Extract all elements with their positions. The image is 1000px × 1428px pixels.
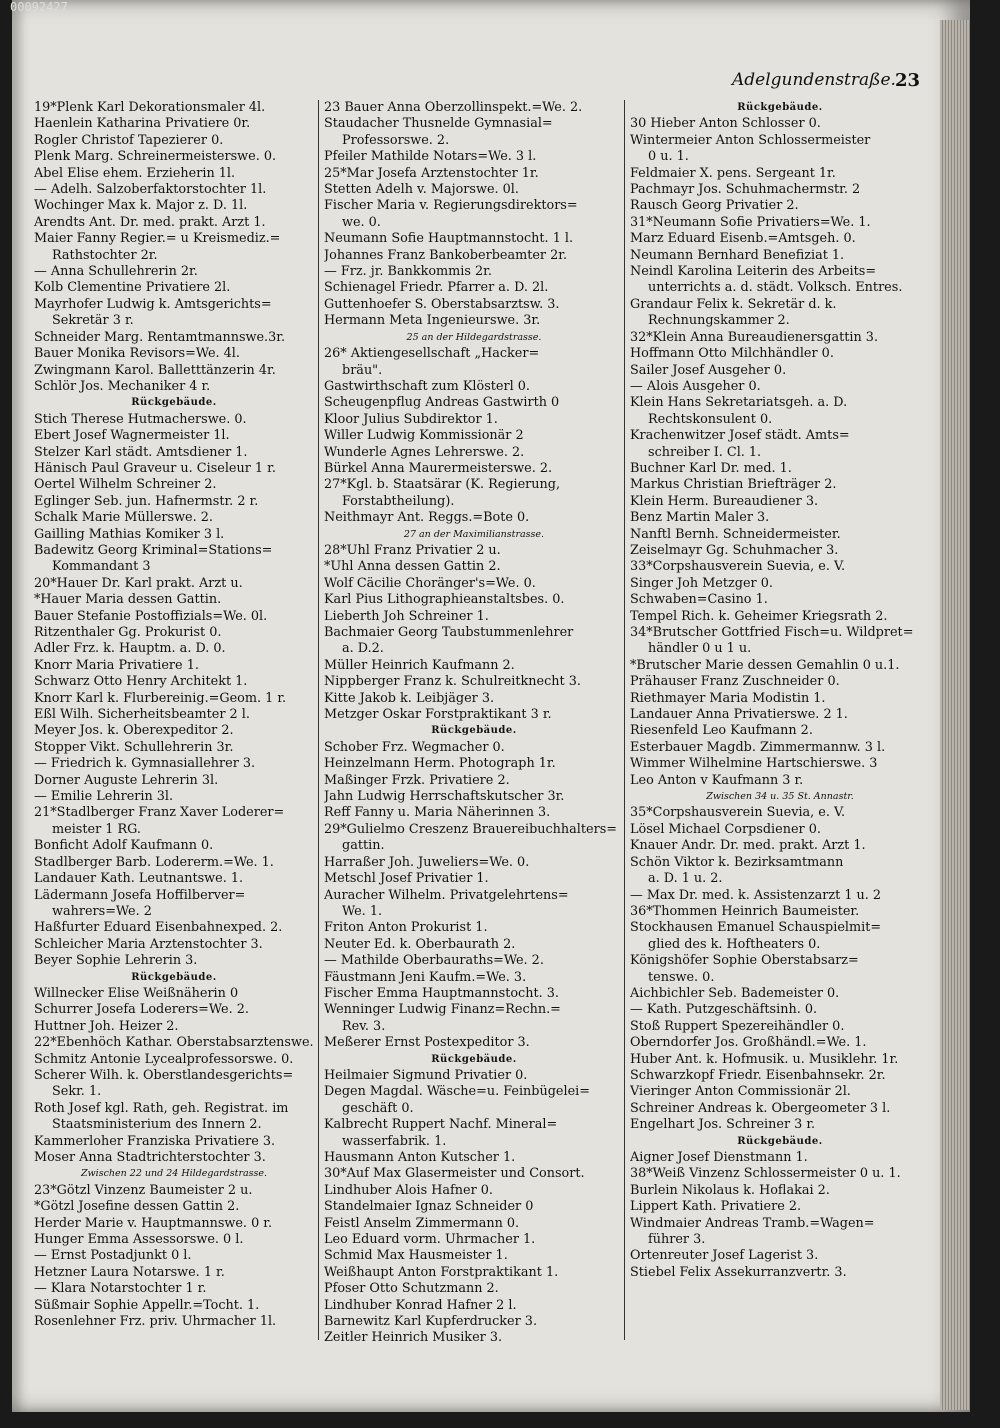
directory-entry: Stockhausen Emanuel Schauspielmit=: [630, 920, 882, 936]
directory-entry: We. 1.: [342, 903, 383, 919]
directory-entry: Eglinger Seb. jun. Hafnermstr. 2 r.: [34, 493, 259, 509]
directory-entry: Burlein Nikolaus k. Hoflakai 2.: [630, 1182, 830, 1198]
directory-entry: schreiber I. Cl. 1.: [648, 444, 762, 460]
directory-entry: glied des k. Hoftheaters 0.: [648, 936, 821, 952]
directory-entry: Bürkel Anna Maurermeisterswe. 2.: [324, 460, 553, 476]
directory-entry: Süßmair Sophie Appellr.=Tocht. 1.: [34, 1297, 260, 1313]
directory-entry: Königshöfer Sophie Oberstabsarz=: [630, 953, 859, 969]
directory-entry: — Anna Schullehrerin 2r.: [34, 264, 198, 280]
directory-entry: Stadlberger Barb. Lodererm.=We. 1.: [34, 854, 274, 870]
directory-entry: Lippert Kath. Privatiere 2.: [630, 1199, 802, 1215]
directory-entry: Schurrer Josefa Loderers=We. 2.: [34, 1002, 249, 1018]
directory-entry: Arendts Ant. Dr. med. prakt. Arzt 1.: [34, 214, 266, 230]
directory-entry: Neindl Karolina Leiterin des Arbeits=: [630, 264, 877, 280]
directory-entry: Wenninger Ludwig Finanz=Rechn.=: [324, 1002, 561, 1018]
directory-entry: Schleicher Maria Arztenstochter 3.: [34, 936, 263, 952]
directory-entry: — Adelh. Salzoberfaktorstochter 1l.: [34, 182, 267, 198]
directory-entry: a. D. 1 u. 2.: [648, 871, 723, 887]
directory-entry: Tempel Rich. k. Geheimer Kriegsrath 2.: [630, 608, 888, 624]
directory-entry: Heinzelmann Herm. Photograph 1r.: [324, 756, 556, 772]
directory-entry: — Klara Notarstochter 1 r.: [34, 1281, 207, 1297]
directory-entry: Lindhuber Alois Hafner 0.: [324, 1182, 493, 1198]
directory-entry: Vieringer Anton Commissionär 2l.: [630, 1084, 851, 1100]
directory-entry: Schober Frz. Wegmacher 0.: [324, 739, 505, 755]
directory-entry: Lieberth Joh Schreiner 1.: [324, 608, 489, 624]
directory-entry: führer 3.: [648, 1232, 706, 1248]
directory-entry: Schreiner Andreas k. Obergeometer 3 l.: [630, 1100, 891, 1116]
directory-entry: Hoffmann Otto Milchhändler 0.: [630, 346, 834, 362]
directory-entry: Buchner Karl Dr. med. 1.: [630, 460, 792, 476]
directory-entry: 22*Ebenhöch Kathar. Oberstabsarztenswe.: [34, 1035, 314, 1051]
directory-entry: 32*Klein Anna Bureaudienersgattin 3.: [630, 329, 879, 345]
directory-entry: wasserfabrik. 1.: [342, 1133, 447, 1149]
directory-entry: Zwingmann Karol. Balletttänzerin 4r.: [34, 362, 276, 378]
directory-entry: Professorswe. 2.: [342, 132, 450, 148]
directory-entry: Heilmaier Sigmund Privatier 0.: [324, 1067, 528, 1083]
directory-entry: Plenk Marg. Schreinermeisterswe. 0.: [34, 149, 277, 165]
directory-entry: Auracher Wilhelm. Privatgelehrtens=: [324, 887, 569, 903]
directory-entry: Schön Viktor k. Bezirksamtmann: [630, 854, 844, 870]
directory-entry: Schlör Jos. Mechaniker 4 r.: [34, 378, 211, 394]
directory-entry: Stoß Ruppert Spezereihändler 0.: [630, 1018, 845, 1034]
directory-entry: Barnewitz Karl Kupferdrucker 3.: [324, 1314, 538, 1330]
directory-entry: Willnecker Elise Weißnäherin 0: [34, 985, 239, 1001]
directory-entry: *Brutscher Marie dessen Gemahlin 0 u.1.: [630, 657, 900, 673]
directory-entry: 27*Kgl. b. Staatsärar (K. Regierung,: [324, 477, 561, 493]
directory-entry: 35*Corpshausverein Suevia, e. V.: [630, 805, 846, 821]
directory-entry: Scherer Wilh. k. Oberstlandesgerichts=: [34, 1067, 294, 1083]
directory-entry: gattin.: [342, 838, 385, 854]
directory-entry: — Ernst Postadjunkt 0 l.: [34, 1248, 192, 1264]
street-note: 27 an der Maximilianstrasse.: [403, 528, 545, 540]
directory-entry: Prähauser Franz Zuschneider 0.: [630, 674, 840, 690]
directory-entry: wahrers=We. 2: [52, 903, 152, 919]
directory-entry: Oertel Wilhelm Schreiner 2.: [34, 477, 217, 493]
directory-entry: Pfoser Otto Schutzmann 2.: [324, 1281, 499, 1297]
directory-entry: Krachenwitzer Josef städt. Amts=: [630, 428, 850, 444]
directory-entry: 23*Götzl Vinzenz Baumeister 2 u.: [34, 1182, 253, 1198]
directory-entry: Aigner Josef Dienstmann 1.: [630, 1150, 808, 1165]
directory-entry: Grandaur Felix k. Sekretär d. k.: [630, 296, 837, 312]
directory-entry: Sailer Josef Ausgeher 0.: [630, 362, 787, 378]
directory-entry: Neumann Sofie Hauptmannstocht. 1 l.: [324, 231, 574, 247]
directory-entry: Riethmayer Maria Modistin 1.: [630, 690, 826, 706]
directory-entry: Schalk Marie Müllerswe. 2.: [34, 510, 213, 526]
page-edge: [940, 20, 970, 1410]
directory-entry: 31*Neumann Sofie Privatiers=We. 1.: [630, 214, 871, 230]
directory-entry: Sekretär 3 r.: [52, 313, 134, 329]
directory-entry: Fischer Emma Hauptmannstocht. 3.: [324, 985, 559, 1001]
directory-entry: Roth Josef kgl. Rath, geh. Registrat. im: [34, 1100, 289, 1116]
directory-entry: Windmaier Andreas Tramb.=Wagen=: [630, 1215, 875, 1231]
directory-entry: Marz Eduard Eisenb.=Amtsgeh. 0.: [630, 231, 856, 247]
directory-entry: Rausch Georg Privatier 2.: [630, 198, 799, 214]
section-heading: Rückgebäude.: [737, 102, 823, 113]
directory-entry: Rechtskonsulent 0.: [648, 411, 773, 427]
directory-entry: Sekr. 1.: [52, 1084, 102, 1100]
directory-entry: 23 Bauer Anna Oberzollinspekt.=We. 2.: [324, 100, 583, 115]
directory-entry: Schwarzkopf Friedr. Eisenbahnsekr. 2r.: [630, 1067, 886, 1083]
directory-entry: Standelmaier Ignaz Schneider 0: [324, 1199, 534, 1215]
directory-entry: Bachmaier Georg Taubstummenlehrer: [324, 625, 574, 640]
directory-entry: Maßinger Frzk. Privatiere 2.: [324, 772, 510, 788]
directory-entry: tenswe. 0.: [648, 969, 715, 985]
directory-entry: 30*Auf Max Glasermeister und Consort.: [324, 1166, 585, 1182]
directory-entry: — Emilie Lehrerin 3l.: [34, 789, 174, 805]
directory-entry: — Frz. jr. Bankkommis 2r.: [324, 264, 492, 280]
directory-entry: Kommandant 3: [52, 559, 151, 575]
directory-entry: Landauer Kath. Leutnantswe. 1.: [34, 871, 244, 887]
directory-entry: Rosenlehner Frz. priv. Uhrmacher 1l.: [34, 1314, 277, 1330]
directory-entry: Degen Magdal. Wäsche=u. Feinbügelei=: [324, 1084, 590, 1100]
street-note: Zwischen 22 und 24 Hildegardstrasse.: [80, 1168, 268, 1180]
directory-entry: Schienagel Friedr. Pfarrer a. D. 2l.: [324, 280, 549, 296]
directory-entry: 28*Uhl Franz Privatier 2 u.: [324, 542, 501, 558]
directory-entry: Schmid Max Hausmeister 1.: [324, 1248, 508, 1264]
section-heading: Rückgebäude.: [431, 725, 517, 737]
directory-entry: Herder Marie v. Hauptmannswe. 0 r.: [34, 1215, 273, 1231]
directory-entry: Landauer Anna Privatierswe. 2 1.: [630, 707, 848, 723]
directory-entry: Fischer Maria v. Regierungsdirektors=: [324, 198, 578, 214]
directory-entry: 33*Corpshausverein Suevia, e. V.: [630, 559, 846, 575]
directory-entry: Schmitz Antonie Lycealprofessorswe. 0.: [34, 1051, 294, 1067]
directory-entry: Karl Pius Lithographieanstaltsbes. 0.: [324, 592, 565, 608]
directory-entry: Gailling Mathias Komiker 3 l.: [34, 526, 225, 542]
section-heading: Rückgebäude.: [431, 1053, 517, 1065]
directory-entry: 30 Hieber Anton Schlosser 0.: [630, 116, 821, 132]
directory-entry: Meyer Jos. k. Oberexpeditor 2.: [34, 723, 234, 739]
directory-entry: Maier Fanny Regier.= u Kreismediz.=: [34, 231, 281, 247]
directory-entry: Hunger Emma Assessorswe. 0 l.: [34, 1232, 244, 1248]
directory-entry: — Friedrich k. Gymnasiallehrer 3.: [34, 756, 256, 772]
directory-entry: Wochinger Max k. Major z. D. 1l.: [34, 198, 248, 214]
directory-entry: Kitte Jakob k. Leibjäger 3.: [324, 690, 495, 706]
directory-entry: Nippberger Franz k. Schulreitknecht 3.: [324, 674, 581, 690]
directory-entry: Abel Elise ehem. Erzieherin 1l.: [34, 165, 236, 181]
street-note: Zwischen 34 u. 35 St. Annastr.: [706, 791, 854, 803]
directory-entry: Ebert Josef Wagnermeister 1l.: [34, 428, 230, 444]
directory-entry: bräu".: [342, 362, 383, 378]
directory-entry: *Uhl Anna dessen Gattin 2.: [324, 559, 501, 575]
directory-entry: Friton Anton Prokurist 1.: [324, 920, 488, 936]
directory-entry: Haßfurter Eduard Eisenbahnexped. 2.: [34, 920, 283, 936]
directory-entry: Rev. 3.: [342, 1018, 386, 1034]
directory-entry: Jahn Ludwig Herrschaftskutscher 3r.: [324, 789, 565, 805]
directory-entry: Willer Ludwig Kommissionär 2: [324, 428, 524, 444]
directory-entry: Nanftl Bernh. Schneidermeister.: [630, 526, 841, 542]
directory-entry: *Hauer Maria dessen Gattin.: [34, 592, 222, 608]
directory-entry: 21*Stadlberger Franz Xaver Loderer=: [34, 805, 285, 821]
directory-entry: Knorr Karl k. Flurbereinig.=Geom. 1 r.: [34, 690, 287, 706]
directory-entry: Weißhaupt Anton Forstpraktikant 1.: [324, 1264, 559, 1280]
directory-entry: Bauer Stefanie Postoffizials=We. 0l.: [34, 608, 268, 624]
directory-entry: Feistl Anselm Zimmermann 0.: [324, 1215, 520, 1231]
directory-entry: Staudacher Thusnelde Gymnasial=: [324, 116, 553, 132]
directory-entry: Kloor Julius Subdirektor 1.: [324, 411, 498, 427]
directory-entry: Reff Fanny u. Maria Näherinnen 3.: [324, 805, 551, 821]
directory-entry: Rechnungskammer 2.: [648, 313, 790, 329]
directory-entry: 0 u. 1.: [648, 149, 689, 165]
directory-entry: 29*Gulielmo Creszenz Brauereibuchhalters=: [324, 821, 617, 837]
directory-entry: Leo Eduard vorm. Uhrmacher 1.: [324, 1232, 536, 1248]
column-left: [34, 100, 314, 1330]
directory-entry: Stetten Adelh v. Majorswe. 0l.: [324, 182, 519, 198]
directory-entry: Stopper Vikt. Schullehrerin 3r.: [34, 739, 234, 755]
directory-entry: Neuter Ed. k. Oberbaurath 2.: [324, 936, 516, 952]
directory-entry: Benz Martin Maler 3.: [630, 510, 770, 526]
directory-entry: 26* Aktiengesellschaft „Hacker=: [324, 346, 540, 362]
directory-entry: Hänisch Paul Graveur u. Ciseleur 1 r.: [34, 460, 276, 476]
directory-entry: Schwarz Otto Henry Architekt 1.: [34, 674, 248, 690]
directory-entry: Neithmayr Ant. Reggs.=Bote 0.: [324, 510, 530, 526]
directory-entry: Bonficht Adolf Kaufmann 0.: [34, 838, 214, 854]
directory-entry: a. D.2.: [342, 641, 384, 657]
page-number: 23: [894, 70, 920, 91]
directory-entry: Badewitz Georg Kriminal=Stations=: [34, 542, 273, 558]
directory-entry: 36*Thommen Heinrich Baumeister.: [630, 903, 860, 919]
directory-entry: — Max Dr. med. k. Assistenzarzt 1 u. 2: [630, 887, 882, 903]
column-right: [630, 100, 930, 1281]
directory-entry: Kammerloher Franziska Privatiere 3.: [34, 1133, 276, 1149]
directory-entry: Markus Christian Briefträger 2.: [630, 477, 837, 493]
directory-entry: Schwaben=Casino 1.: [630, 592, 768, 608]
directory-entry: Metzger Oskar Forstpraktikant 3 r.: [324, 707, 552, 723]
directory-entry: 19*Plenk Karl Dekorationsmaler 4l.: [34, 100, 266, 115]
directory-entry: Pachmayr Jos. Schuhmachermstr. 2: [630, 182, 861, 198]
directory-entry: Aichbichler Seb. Bademeister 0.: [630, 985, 840, 1001]
directory-entry: — Kath. Putzgeschäftsinh. 0.: [630, 1002, 818, 1018]
directory-entry: Zeiselmayr Gg. Schuhmacher 3.: [630, 542, 839, 558]
directory-entry: Neumann Bernhard Benefiziat 1.: [630, 247, 845, 263]
directory-entry: meister 1 RG.: [52, 821, 141, 837]
directory-entry: Fäustmann Jeni Kaufm.=We. 3.: [324, 969, 527, 985]
column-divider: [318, 100, 319, 1340]
directory-entry: geschäft 0.: [342, 1100, 414, 1116]
directory-entry: Kalbrecht Ruppert Nachf. Mineral=: [324, 1117, 558, 1133]
directory-entry: Klein Herm. Bureaudiener 3.: [630, 493, 819, 509]
directory-entry: Singer Joh Metzger 0.: [630, 575, 773, 591]
directory-entry: Lädermann Josefa Hoffilberver=: [34, 887, 246, 903]
directory-entry: Huber Ant. k. Hofmusik. u. Musiklehr. 1r.: [630, 1051, 899, 1067]
directory-entry: Müller Heinrich Kaufmann 2.: [324, 657, 515, 673]
directory-entry: Stelzer Karl städt. Amtsdiener 1.: [34, 444, 248, 460]
directory-entry: Wimmer Wilhelmine Hartschierswe. 3: [630, 756, 878, 772]
directory-entry: Ritzenthaler Gg. Prokurist 0.: [34, 625, 222, 640]
directory-entry: — Alois Ausgeher 0.: [630, 378, 761, 394]
directory-entry: Metschl Josef Privatier 1.: [324, 871, 489, 887]
directory-entry: Knorr Maria Privatiere 1.: [34, 657, 199, 673]
directory-entry: Oberndorfer Jos. Großhändl.=We. 1.: [630, 1035, 867, 1051]
directory-entry: Staatsministerium des Innern 2.: [52, 1117, 262, 1133]
directory-entry: Knauer Andr. Dr. med. prakt. Arzt 1.: [630, 838, 866, 854]
directory-entry: Mayrhofer Ludwig k. Amtsgerichts=: [34, 296, 272, 312]
directory-entry: Feldmaier X. pens. Sergeant 1r.: [630, 165, 836, 181]
directory-entry: Stich Therese Hutmacherswe. 0.: [34, 411, 247, 427]
directory-entry: Meßerer Ernst Postexpeditor 3.: [324, 1035, 530, 1051]
directory-entry: Rathstochter 2r.: [52, 247, 158, 263]
directory-entry: 20*Hauer Dr. Karl prakt. Arzt u.: [34, 575, 243, 591]
directory-entry: Kolb Clementine Privatiere 2l.: [34, 280, 231, 296]
column-middle: [324, 100, 624, 1347]
scan-id: 00092427: [10, 0, 68, 14]
directory-entry: Lösel Michael Corpsdiener 0.: [630, 821, 821, 837]
directory-entry: Schneider Marg. Rentamtmannswe.3r.: [34, 329, 286, 345]
directory-entry: Riesenfeld Leo Kaufmann 2.: [630, 723, 813, 739]
directory-entry: Leo Anton v Kaufmann 3 r.: [630, 772, 804, 788]
street-note: 25 an der Hildegardstrasse.: [406, 331, 542, 343]
directory-entry: unterrichts a. d. städt. Volksch. Entres.: [648, 280, 903, 296]
directory-entry: Hausmann Anton Kutscher 1.: [324, 1150, 516, 1165]
directory-entry: Stiebel Felix Assekurranzvertr. 3.: [630, 1264, 847, 1280]
column-divider: [624, 100, 625, 1340]
directory-entry: Beyer Sophie Lehrerin 3.: [34, 953, 198, 969]
directory-page: [12, 0, 970, 1412]
directory-entry: händler 0 u 1 u.: [648, 641, 752, 657]
directory-entry: Moser Anna Stadtrichterstochter 3.: [34, 1150, 266, 1165]
directory-entry: Gastwirthschaft zum Klösterl 0.: [324, 378, 530, 394]
directory-entry: *Götzl Josefine dessen Gattin 2.: [34, 1199, 240, 1215]
section-heading: Rückgebäude.: [737, 1135, 823, 1147]
directory-entry: Hetzner Laura Notarswe. 1 r.: [34, 1264, 225, 1280]
directory-entry: Johannes Franz Bankoberbeamter 2r.: [324, 247, 568, 263]
directory-entry: Forstabtheilung).: [342, 493, 455, 509]
directory-entry: 25*Mar Josefa Arztenstochter 1r.: [324, 165, 539, 181]
section-heading: Rückgebäude.: [131, 397, 217, 409]
directory-entry: — Mathilde Oberbauraths=We. 2.: [324, 953, 544, 969]
directory-entry: Engelhart Jos. Schreiner 3 r.: [630, 1117, 816, 1133]
directory-entry: Harraßer Joh. Juweliers=We. 0.: [324, 854, 530, 870]
directory-entry: Klein Hans Sekretariatsgeh. a. D.: [630, 395, 848, 411]
directory-entry: Adler Frz. k. Hauptm. a. D. 0.: [34, 641, 226, 657]
page-header: [732, 70, 932, 90]
directory-entry: Ortenreuter Josef Lagerist 3.: [630, 1248, 819, 1264]
directory-entry: Guttenhoefer S. Oberstabsarztsw. 3.: [324, 296, 560, 312]
directory-entry: 38*Weiß Vinzenz Schlossermeister 0 u. 1.: [630, 1166, 901, 1182]
directory-entry: Wolf Cäcilie Choränger's=We. 0.: [324, 575, 536, 591]
directory-entry: Scheugenpflug Andreas Gastwirth 0: [324, 395, 560, 411]
directory-entry: Wintermeier Anton Schlossermeister: [630, 132, 871, 148]
directory-entry: Haenlein Katharina Privatiere 0r.: [34, 116, 251, 132]
directory-entry: 34*Brutscher Gottfried Fisch=u. Wildpret=: [630, 625, 914, 640]
directory-entry: Lindhuber Konrad Hafner 2 l.: [324, 1297, 517, 1313]
directory-entry: Wunderle Agnes Lehrerswe. 2.: [324, 444, 525, 460]
directory-entry: Dorner Auguste Lehrerin 3l.: [34, 772, 219, 788]
street-heading: Adelgundenstraße.: [732, 70, 896, 90]
section-heading: Rückgebäude.: [131, 971, 217, 983]
directory-entry: Rogler Christof Tapezierer 0.: [34, 132, 224, 148]
directory-entry: Pfeiler Mathilde Notars=We. 3 l.: [324, 149, 537, 165]
directory-entry: we. 0.: [342, 214, 381, 230]
directory-entry: Esterbauer Magdb. Zimmermannw. 3 l.: [630, 739, 886, 755]
directory-entry: Huttner Joh. Heizer 2.: [34, 1018, 179, 1034]
directory-entry: Zeitler Heinrich Musiker 3.: [324, 1330, 503, 1346]
directory-entry: Hermann Meta Ingenieurswe. 3r.: [324, 313, 541, 329]
directory-entry: Eßl Wilh. Sicherheitsbeamter 2 l.: [34, 707, 250, 723]
directory-entry: Bauer Monika Revisors=We. 4l.: [34, 346, 240, 362]
